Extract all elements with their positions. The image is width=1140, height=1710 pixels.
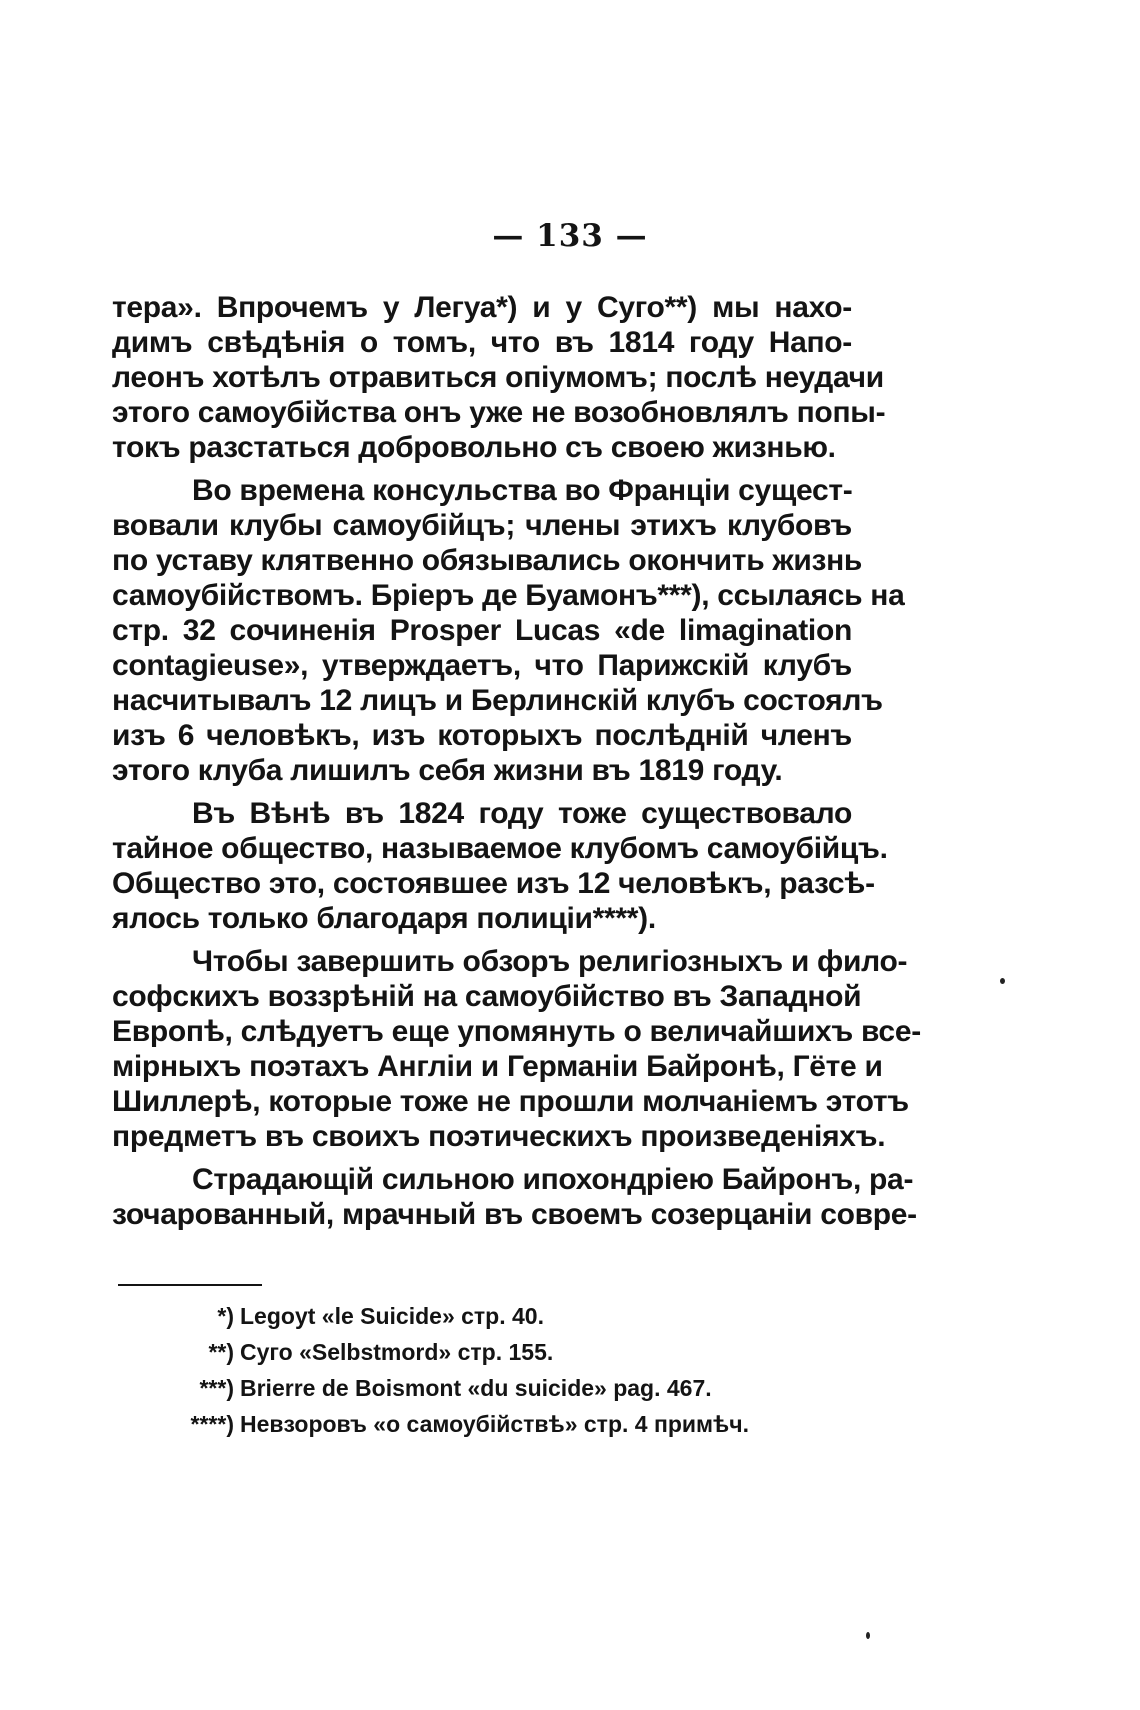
footnote-mark: ****) bbox=[190, 1411, 234, 1437]
footnote-mark: *) bbox=[217, 1303, 234, 1329]
paragraph bbox=[112, 944, 921, 1154]
text-line: изъ 6 человѣкъ, изъ которыхъ послѣдній членъ bbox=[112, 719, 852, 752]
scan-speck bbox=[1000, 978, 1005, 984]
text-line: ялось только благодаря полиціи****). bbox=[112, 902, 656, 935]
paragraph bbox=[112, 473, 905, 788]
footnotes bbox=[140, 1298, 780, 1442]
text-line: Европѣ, слѣдуетъ еще упомянуть о величайшихъ все- bbox=[112, 1015, 921, 1048]
footnote bbox=[140, 1370, 780, 1406]
text-line: этого самоубійства онъ уже не возобновлялъ попы- bbox=[112, 396, 886, 429]
text-line: мірныхъ поэтахъ Англіи и Германіи Байронѣ, Гёте и bbox=[112, 1050, 883, 1083]
footnote-mark: **) bbox=[208, 1339, 234, 1365]
text-line: Чтобы завершить обзоръ религіозныхъ и фило- bbox=[192, 945, 908, 978]
footnote-text: Brierre de Boismont «du suicide» pag. 467. bbox=[240, 1375, 712, 1401]
text-line: насчитывалъ 12 лицъ и Берлинскій клубъ состоялъ bbox=[112, 684, 883, 717]
footnote-text: Legoyt «le Suicide» стр. 40. bbox=[240, 1303, 544, 1329]
text-line: Общество это, состоявшее изъ 12 человѣкъ, разсѣ- bbox=[112, 867, 875, 900]
text-line: contagieuse», утверждаетъ, что Парижскій клубъ bbox=[112, 649, 852, 682]
text-line: тайное общество, называемое клубомъ самоубійцъ. bbox=[112, 832, 888, 865]
footnote-text: Cуго «Selbstmord» стр. 155. bbox=[240, 1339, 554, 1365]
text-line: зочарованный, мрачный въ своемъ созерцаніи совре- bbox=[112, 1198, 917, 1231]
text-line: Страдающій сильною ипохондріею Байронъ, ра- bbox=[192, 1163, 914, 1196]
paragraph bbox=[112, 290, 886, 465]
text-line: Шиллерѣ, которые тоже не прошли молчаніемъ этотъ bbox=[112, 1085, 909, 1118]
body-text bbox=[112, 290, 921, 1240]
text-line: димъ свѣдѣнія о томъ, что въ 1814 году Напо- bbox=[112, 326, 852, 359]
text-line: токъ разстаться добровольно съ своею жизнью. bbox=[112, 431, 836, 464]
text-line: Во времена консульства во Франціи сущест- bbox=[192, 474, 853, 507]
footnote-rule bbox=[118, 1284, 262, 1286]
paragraph bbox=[112, 796, 888, 936]
footnote bbox=[140, 1334, 780, 1370]
footnote-text: Невзоровъ «о самоубійствѣ» стр. 4 примѣч. bbox=[240, 1411, 749, 1437]
footnote bbox=[140, 1406, 780, 1442]
scan-speck bbox=[866, 1632, 870, 1639]
text-line: предметъ въ своихъ поэтическихъ произведеніяхъ. bbox=[112, 1120, 886, 1153]
footnote bbox=[140, 1298, 780, 1334]
text-line: леонъ хотѣлъ отравиться опіумомъ; послѣ неудачи bbox=[112, 361, 884, 394]
text-line: по уставу клятвенно обязывались окончить жизнь bbox=[112, 544, 863, 577]
text-line: стр. 32 сочиненія Prosper Lucas «de limagination bbox=[112, 614, 852, 647]
paragraph bbox=[112, 1162, 917, 1232]
text-line: вовали клубы самоубійцъ; члены этихъ клубовъ bbox=[112, 509, 852, 542]
text-line: софскихъ воззрѣній на самоубійство въ Западной bbox=[112, 980, 862, 1013]
text-line: тера». Впрочемъ у Легуа*) и у Суго**) мы нахо- bbox=[112, 291, 852, 324]
footnote-mark: ***) bbox=[199, 1375, 234, 1401]
text-line: этого клуба лишилъ себя жизни въ 1819 году. bbox=[112, 754, 783, 787]
text-line: самоубійствомъ. Бріеръ де Буамонъ***), ссылаясь на bbox=[112, 579, 905, 612]
page-number: — 133 — bbox=[492, 218, 648, 254]
text-line: Въ Вѣнѣ въ 1824 году тоже существовало bbox=[192, 797, 852, 830]
